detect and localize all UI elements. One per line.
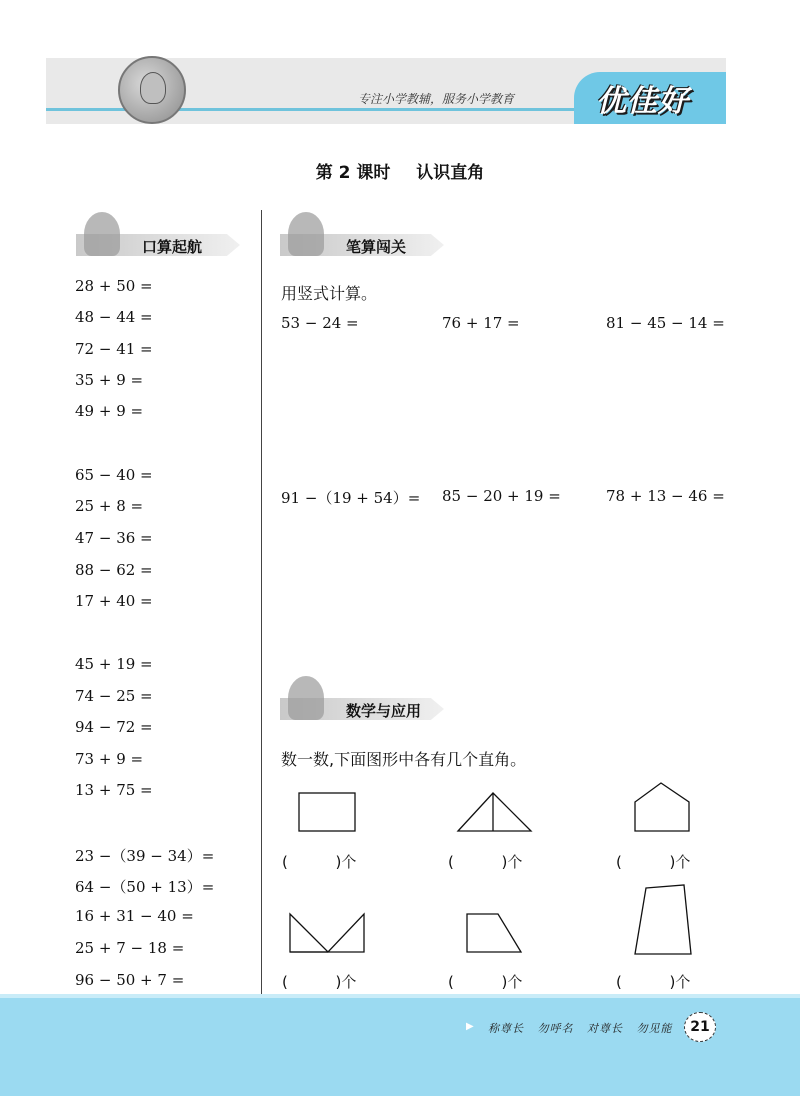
math-problem: 88 − 62 = [75,561,153,579]
math-problem: 13 + 75 = [75,781,153,799]
shape-quadrilateral [634,884,694,958]
math-problem: 45 + 19 = [75,655,153,673]
section-header-written-calc [280,226,448,256]
teacher-icon [288,676,324,720]
calc-problem: 91 −（19 + 54）= [281,489,421,507]
footer-band [0,998,800,1096]
answer-blank[interactable]: ( )个 [616,853,691,871]
section-title: 笔算闯关 [346,238,407,256]
math-problem: 28 + 50 = [75,277,153,295]
section-header-mental-math [76,226,244,256]
math-problem: 25 + 8 = [75,497,144,515]
math-problem: 47 − 36 = [75,529,153,547]
mascot-icon [118,56,186,124]
play-arrow-icon: ▶ [466,1021,474,1032]
math-problem: 64 −（50 + 13）= [75,878,215,896]
shape-rectangle [298,792,358,834]
footer-motto: 称尊长 勿呼名 对尊长 勿见能 [488,1022,673,1035]
header-slogan: 专注小学教辅，服务小学教育 [358,92,515,106]
student-icon [84,212,120,256]
math-problem: 17 + 40 = [75,592,153,610]
math-problem: 74 − 25 = [75,687,153,705]
math-problem: 16 + 31 − 40 = [75,907,194,925]
answer-blank[interactable]: ( )个 [448,973,523,991]
answer-blank[interactable]: ( )个 [448,853,523,871]
calc-problem: 76 + 17 = [442,314,520,332]
section-title: 口算起航 [142,238,203,256]
section-title: 数学与应用 [346,702,422,720]
answer-blank[interactable]: ( )个 [282,853,357,871]
reading-student-icon [288,212,324,256]
math-problem: 49 + 9 = [75,402,144,420]
lesson-number: 第 2 课时 [315,163,391,183]
math-problem: 94 − 72 = [75,718,153,736]
calc-problem: 53 − 24 = [281,314,359,332]
application-instruction: 数一数,下面图形中各有几个直角。 [281,750,527,769]
lesson-topic: 认识直角 [416,163,485,183]
shape-right-trapezoid [466,913,526,955]
calc-problem: 81 − 45 − 14 = [606,314,725,332]
written-calc-instruction: 用竖式计算。 [281,284,378,303]
math-problem: 25 + 7 − 18 = [75,939,185,957]
math-problem: 73 + 9 = [75,750,144,768]
math-problem: 96 − 50 + 7 = [75,971,185,989]
mascot-face-icon [140,72,166,104]
math-problem: 72 − 41 = [75,340,153,358]
math-problem: 65 − 40 = [75,466,153,484]
brand-logo: 优佳好 [596,84,689,119]
page-number: 21 [684,1012,716,1042]
math-problem: 48 − 44 = [75,308,153,326]
page-title [0,158,800,183]
shape-bowtie [288,913,368,955]
calc-problem: 78 + 13 − 46 = [606,487,725,505]
answer-blank[interactable]: ( )个 [282,973,357,991]
answer-blank[interactable]: ( )个 [616,973,691,991]
calc-problem: 85 − 20 + 19 = [442,487,561,505]
math-problem: 23 −（39 − 34）= [75,847,215,865]
shape-pentagon [633,782,693,834]
column-divider [261,210,262,994]
shape-split-triangle [456,792,534,834]
math-problem: 35 + 9 = [75,371,144,389]
section-header-application [280,690,448,720]
